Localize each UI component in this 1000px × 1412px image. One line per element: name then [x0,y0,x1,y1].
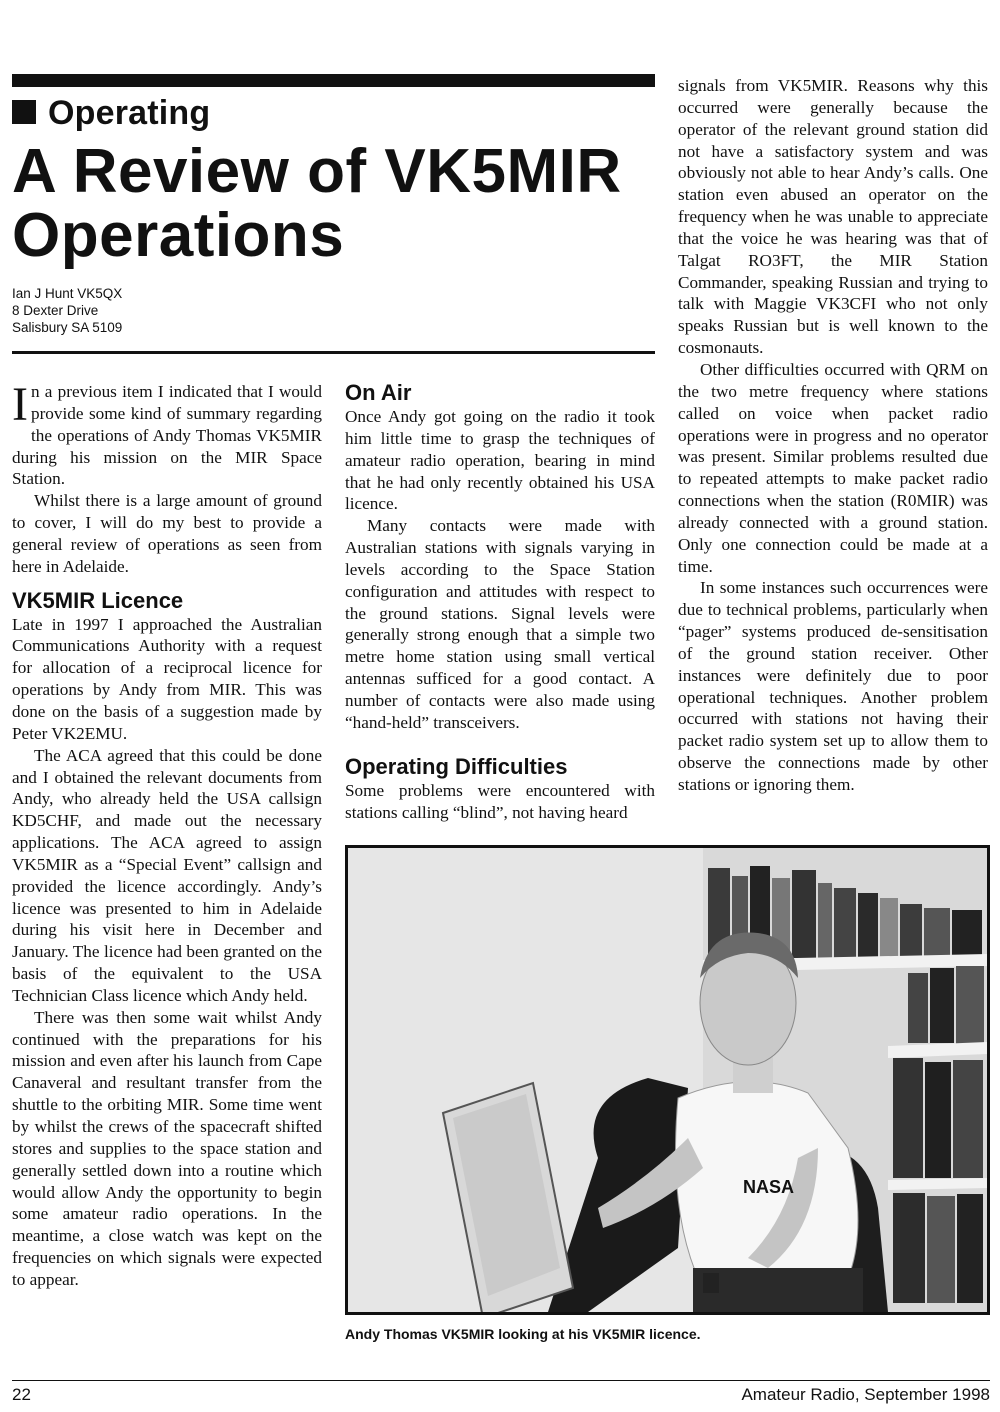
section-square-icon [12,100,36,124]
paragraph: Some problems were encountered with stations calling “blind”, not having heard [345,780,655,822]
author-city: Salisbury SA 5109 [12,320,123,335]
photo-illustration [348,848,987,1312]
top-rule [12,74,655,87]
author-block [12,285,122,336]
title-rule [12,351,655,354]
paragraph: signals from VK5MIR. Reasons why this occurred were generally because the operator of the relevant ground station did not have a satisfactory system and was obviously not able to hear Andy’s calls. One station even abused an operator on the frequency when he was unable to appreciate that the voice he was hearing was that of Talgat RO3FT, the MIR Station Commander, speaking Russian and trying to talk with Maggie VK3CFI who not only speaks Russian but is well known to the cosmonauts. [678,76,988,358]
column-3 [678,75,988,796]
paragraph: In some instances such occurrences were due to technical problems, particularly when “pager” systems produced de-sensitisation of the ground station receiver. Other instances were definitely due to poor operational techniques. Another problem occurred with stations not having their packet radio system set up to allow them to observe the connections made by other stations or ignoring them. [678,578,988,794]
section-label-text: Operating [48,94,211,132]
shirt-logo: NASA [743,1177,795,1197]
publication-footer: Amateur Radio, September 1998 [741,1385,990,1404]
footer-rule [12,1380,990,1381]
on-air-heading: On Air [345,380,412,405]
paragraph: There was then some wait whilst Andy continued with the preparations for his mission and even after his launch from Cape Canaveral and resultant transfer from the shuttle to the orbiting MIR. Some time went by whilst the crews of the spacecraft shifted stores and supplies to the space station and generally settled down into a routine which would allow Andy the opportunity to begin some amateur radio operations. In the meantime, a close watch was kept on the frequencies on which signals were expected to appear. [12,1007,322,1289]
drop-cap: I [12,378,28,431]
intro-text: n a previous item I indicated that I would provide some kind of summary regarding the operations of Andy Thomas VK5MIR during his mission on the MIR Space Station. [12,382,322,489]
licence-heading: VK5MIR Licence [12,587,184,613]
paragraph: The ACA agreed that this could be done and I obtained the relevant documents from Andy, who already held the USA callsign KD5CHF, and made out the necessary applications. The ACA agreed to assign VK5MIR as a “Special Event” callsign and provided the licence accordingly. Andy’s licence was presented to him in Adelaide during his visit here in December and January. The licence had been granted on the basis of the equivalent to the USA Technician Class licence which Andy held. [12,745,322,1005]
author-street: 8 Dexter Drive [12,303,99,318]
paragraph: Other difficulties occurred with QRM on the two metre frequency where stations called on voice when packet radio operations were in progress and no operator was present. Similar problems resulted due to repeated attempts to make packet radio connections when the station (R0MIR) was already connected with a ground station. Only one connection could be made at a time. [678,359,988,576]
article-photo [345,845,990,1315]
photo-caption: Andy Thomas VK5MIR looking at his VK5MIR licence. [345,1326,701,1342]
section-label [12,94,210,133]
paragraph: Late in 1997 I approached the Australian Communications Authority with a request for allocation of a reciprocal licence for operations by Andy from MIR. This was done on the basis of a suggestion made by Peter VK2EMU. [12,614,322,743]
intro-paragraph [12,378,322,490]
article-title: A Review of VK5MIR Operations [12,137,622,270]
paragraph: Whilst there is a large amount of ground to cover, I will do my best to provide a general review of operations as seen from here in Adelaide. [12,491,322,576]
paragraph: Once Andy got going on the radio it took him little time to grasp the techniques of amateur radio operation, bearing in mind that he had only recently obtained his USA licence. [345,407,655,514]
paragraph: Many contacts were made with Australian stations with signals varying in levels according to the Space Station configuration and attitudes with respect to the ground stations. Signal levels were generally strong enough that a simple two metre home station using small vertical antennas sufficed for a good contact. A number of contacts were also made using “hand-held” transceivers. [345,516,655,732]
column-1 [12,378,322,1291]
column-2 [345,380,655,823]
author-name: Ian J Hunt VK5QX [12,286,123,301]
difficulties-heading: Operating Difficulties [345,753,568,779]
page-number: 22 [12,1385,31,1404]
